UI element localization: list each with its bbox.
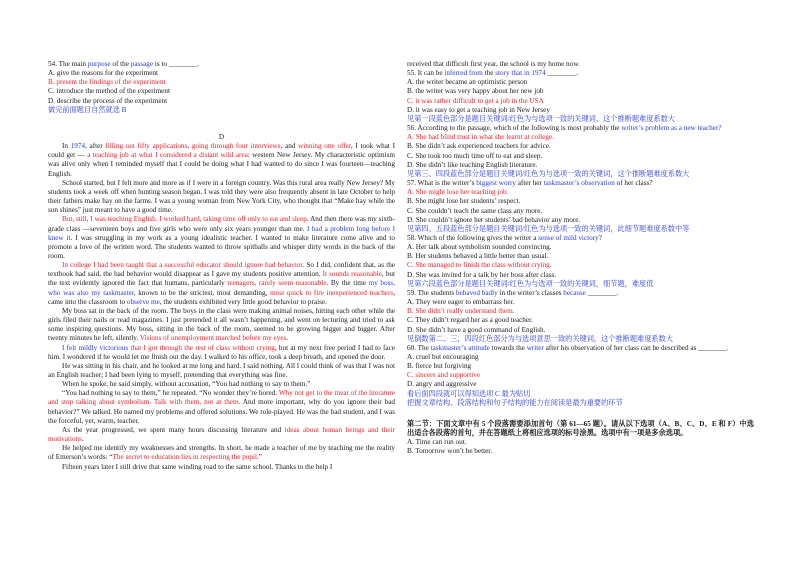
question-59 — [407, 289, 754, 344]
passage-title: D — [218, 132, 225, 141]
question-stem — [407, 124, 754, 133]
paragraph — [48, 215, 395, 261]
text-run: , known to be the strictest, most demanding, — [133, 288, 271, 297]
text-run: ? — [598, 233, 602, 242]
text-run: , and — [280, 142, 299, 151]
option: A. Her talk about symbolism sounded convincing. — [407, 243, 552, 252]
text-run: 57. What is the writer’s — [407, 179, 477, 188]
option: D. She didn’t like teaching English literature. — [407, 160, 538, 169]
passage-body — [48, 142, 395, 472]
highlight-keyword-text: I felt mildly victorious — [62, 343, 129, 352]
text-run: My boss sat in the back of the room. The boys in the class were making animal noises, hitting each other while the girls filed their nails or read magazines. I just pretended it all wasn’t happening, and went on lecturing and tried to ask some inspiring questions. My boss, sitting in the back of the room, seemed to be growing bigger and bigger. After twenty minutes he left, silently. — [48, 306, 395, 343]
question-56 — [407, 124, 754, 179]
answer-explanation: 看后面四段就可以得知选项 C 最为贴切 — [407, 389, 531, 398]
paragraph — [48, 307, 395, 344]
keyword: passage — [130, 60, 154, 68]
text-run: 55. It can be — [407, 69, 445, 78]
text-run: , the students exhibited very little good behavior to praise. — [159, 297, 327, 306]
question-stem — [407, 179, 754, 188]
option: B. Her students behaved a little better than usual. — [407, 252, 549, 261]
text-run: . So I did, confident that, as the textbook had said, the bad behavior would disappear as I gave my students positive attention. — [48, 261, 395, 279]
option: A. cruel but encouraging — [407, 353, 479, 361]
question-stem — [407, 69, 754, 78]
text-run: in the writer’s classes — [497, 288, 564, 297]
highlight-answer-text: It sounds reasonable — [322, 270, 382, 279]
text-run: He helped me identify my weaknesses and strengths. In short, he made a teacher of me by teaching me the reality of Emerson’s words: “ — [48, 444, 395, 462]
text-run: . I was struggling in my work as a young idealistic teacher. I wanted to make literature come alive and to promote a love of the written word. The students wanted to throw spitballs and whisper dirty words in the back of the room. — [48, 233, 396, 260]
question-54 — [48, 60, 395, 115]
highlight-keyword-text: sense of mild victory — [538, 233, 599, 242]
text-run: When he spoke, he said simply, without accusation, “You had nothing to say to them.” — [62, 380, 311, 389]
correct-option: C. it was rather difficult to get a job in the USA — [407, 96, 544, 105]
paragraph — [48, 380, 395, 389]
text-run: , but the text evidently ignored the fact that humans, particularly — [48, 270, 396, 288]
option: D. She was invited for a talk by her boss after class. — [407, 270, 557, 279]
paragraph — [48, 463, 395, 472]
option-b-answer: B. present the findings of the experiment — [48, 78, 166, 87]
highlight-keyword-text: 1974 — [70, 142, 86, 151]
highlight-keyword-text: observe me — [126, 297, 160, 306]
options — [407, 78, 754, 124]
option: B. the writer was very happy about her new job — [407, 87, 544, 96]
highlight-answer-text: a teaching job at what I considered a distant wild area — [87, 151, 248, 160]
question-stem — [407, 289, 754, 298]
text-run: ________. — [586, 288, 619, 297]
keyword: purpose — [87, 60, 111, 68]
text-run: towards the — [489, 343, 527, 352]
option: B. fierce but forgiving — [407, 362, 472, 371]
text-run: “You had nothing to say to them,” he repeated. “No wonder they’re bored. — [62, 389, 279, 398]
options — [407, 353, 754, 408]
highlight-keyword-text: writer — [526, 343, 544, 352]
text-run: , came into the classroom to — [48, 288, 395, 306]
option: D. angry and aggressive — [407, 380, 477, 389]
text-run: And more important, why do you ignore their bad behavior?” We talked. He named my problems and offered solutions. We role-played. He was the bad student, and I was the forceful, yet, warm, teacher. — [48, 398, 395, 425]
question-stem — [407, 344, 754, 353]
highlight-answer-text: The secret to education lies in respecting the pupil — [112, 453, 257, 462]
option: D. it was easy to get a teaching job in New Jersey — [407, 105, 550, 114]
correct-option: A. She might lose her teaching job. — [407, 188, 509, 197]
highlight-keyword-text: because — [563, 288, 586, 297]
text-run: Fifteen years later I still drive that same winding road to the same school. Thanks to the help I — [62, 462, 333, 471]
highlight-keyword-text: behaved badly — [455, 288, 498, 297]
question-stem — [407, 234, 754, 243]
option: A. They were eager to embarrass her. — [407, 298, 515, 307]
paragraph — [48, 426, 395, 444]
highlight-answer-text: going through four interviews — [191, 142, 281, 151]
paragraph — [48, 444, 395, 462]
option: D. She couldn’t ignore her students’ bad behavior any more. — [407, 215, 581, 224]
text-run: .” — [257, 453, 262, 462]
text-run: In — [62, 142, 71, 151]
paragraph — [48, 142, 395, 179]
text-run: the — [482, 69, 496, 78]
section-option-b: B. Tomorrow won’t be better. — [407, 447, 493, 456]
text-run: 56. According to the passage, which of the following is most probably the — [407, 124, 622, 133]
right-column — [407, 60, 754, 457]
question-57 — [407, 179, 754, 234]
highlight-answer-text: Visions of unemployment marched before my eyes — [139, 334, 287, 343]
answer-explanation: 见倒数第二、三，四段红色部分为与选项意思一致的关键词，这个推断题难度系数大 — [407, 334, 673, 343]
highlight-answer-text: In college I had been taught that a successful educator should ignore bad behavior — [62, 261, 303, 270]
text-run: . — [286, 334, 289, 343]
highlight-keyword-text: I had a problem long before I knew it — [48, 224, 395, 242]
left-column — [48, 60, 395, 472]
text-run: after her — [515, 179, 544, 188]
highlight-keyword-text: taskmaster’s attitude — [430, 343, 490, 352]
text-run: . By the time — [326, 279, 369, 288]
highlight-keyword-text: biggest worry — [476, 179, 516, 188]
option: B. She might lose her students’ respect. — [407, 197, 521, 206]
text-run: of her class? — [614, 179, 653, 188]
text-run: 59. The students — [407, 288, 456, 297]
text-run: ________. — [545, 69, 579, 78]
paragraph — [48, 362, 395, 380]
paragraph — [48, 389, 395, 426]
answer-explanation: 见第六段蓝色部分是题目关键词/红色为与选项一致的关键词，细节题，难度低 — [407, 279, 654, 288]
highlight-answer-text: teenagers, rarely seem reasonable — [227, 279, 327, 288]
option: D. She didn’t have a good command of English. — [407, 325, 546, 334]
question-stem: 54. The main purpose of the passage is to ________. — [48, 60, 200, 68]
text-run: after his observation of her class can be described as ________. — [543, 343, 729, 352]
option: C. They didn’t regard her as a good teacher. — [407, 316, 533, 325]
section-option-a: A. Time can run out. — [407, 438, 467, 447]
highlight-answer-text: But, still, I was teaching English. I worked hard, taking time off only to eat and sleep — [62, 215, 307, 224]
section-instructions: 第二节：下面文章中有 5 个段落需要添加首句（第 61—65 题）。请从以下选项（A、B、C、D、E 和 F）中选出适合各段落的首句，并在答题纸上将相应选项的标号涂黑。选项中有一项是多余选项。 — [407, 419, 754, 438]
highlight-keyword-text: inferred from — [444, 69, 483, 78]
paragraph — [48, 179, 395, 216]
answer-explanation: 见第一段蓝色部分是题目关键词/红色为与选项一致的关键词，这个推断题难度系数大 — [407, 114, 675, 123]
text-run: 60. The — [407, 343, 431, 352]
text-run: 58. Which of the following gives the writer a — [407, 233, 539, 242]
text-run: : western New Jersey. My characteristic optimism was alive only when I reminded myself that I could be doing what I had wanted to do since I was fourteen—teaching English. — [48, 151, 395, 178]
text-run: . — [81, 435, 84, 444]
highlight-keyword-text: story that in 1974 — [495, 69, 546, 78]
answer-explanation: 把握文章结构、段落结构和句子结构的能力在阅读是最为重要的环节 — [407, 398, 623, 407]
highlight-keyword-text: my boss, who was also my taskmaster — [48, 279, 396, 297]
options — [407, 243, 754, 289]
question-60 — [407, 344, 754, 408]
correct-option: B. She didn’t really understand them. — [407, 307, 515, 316]
option: C. She took too much time off to eat and sleep. — [407, 151, 543, 160]
highlight-answer-text: Why not get to the meat of the literature and stop talking about symbolism. Talk with them, not at them. — [48, 389, 395, 407]
question-55 — [407, 69, 754, 124]
text-run: School started, but I felt more and more as if I were in a foreign country. Was this rural area really New Jersey? My students took a week off when hunting season began. I was told they were also frequently absent in late October to help their fathers make hay on the farms. I was a young woman from New York City, who thought that “Make hay while the sun shines” just meant to have a good time. — [48, 178, 395, 215]
highlight-answer-text: filling out fifty applications — [105, 142, 188, 151]
text-run: . And then there was my sixth-grade class —seventeen boys and five girls who were only six years younger than me. — [48, 215, 395, 233]
answer-explanation: 见第四、五段蓝色部分是题目关键词/红色为与选项一致的关键词，此细节题难度系数中等 — [407, 224, 690, 233]
text-run: , — [187, 142, 192, 151]
option: A. the writer became an optimistic person — [407, 78, 528, 87]
highlight-answer-text: ideas about human beings and their motivations — [48, 425, 395, 444]
highlight-answer-text: that I got through the rest of class without crying — [128, 343, 275, 352]
text-run: He was sitting in his chair, and he looked at me long and hard. I said nothing. All I could think of was that I was not an English teacher; I had been lying to myself, pretending that everything was fine. — [48, 361, 395, 379]
option: B. She didn’t ask experienced teachers for advice. — [407, 142, 551, 151]
highlight-keyword-text: writer’s problem as a new teacher? — [621, 124, 722, 133]
options — [407, 133, 754, 179]
paragraph — [48, 261, 395, 307]
option-d: D. describe the process of the experiment — [48, 96, 168, 105]
option-a: A. give the reasons for the experiment — [48, 69, 158, 78]
correct-option: C. She managed to finish the class without crying. — [407, 261, 552, 270]
passage-continuation: received that difficult first year, the school is my home now. — [407, 60, 580, 68]
correct-option: A. She had blind trust in what she learnt at college. — [407, 133, 554, 142]
highlight-answer-text: winning one offer — [298, 142, 351, 151]
options — [407, 188, 754, 234]
answer-explanation: 见第三、四段蓝色部分是题目关键词/红色为与选项一致的关键词，这个推断题难度系数大 — [407, 169, 690, 178]
options — [407, 298, 754, 344]
highlight-answer-text: most quick to fire inexperienced teachers — [270, 288, 394, 297]
paragraph — [48, 344, 395, 362]
text-run: , I took what I could get — — [48, 142, 395, 160]
text-run: , after — [85, 142, 106, 151]
correct-option: C. sincere and supportive — [407, 371, 481, 380]
text-run: , but at my next free period I had to face him. I wondered if he would let me finish out the day. I walked to his office, took a deep breath, and opened the door. — [48, 343, 395, 361]
highlight-keyword-text: taskmaster’s observation — [543, 179, 615, 188]
option: C. She couldn’t teach the same class any more. — [407, 206, 543, 215]
answer-note: 做完前面题目自然就选 B — [48, 105, 127, 114]
text-run: As the year progressed, we spent many hours discussing literature and — [62, 425, 285, 434]
question-58 — [407, 234, 754, 289]
option-c: C. introduce the method of the experiment — [48, 87, 170, 96]
